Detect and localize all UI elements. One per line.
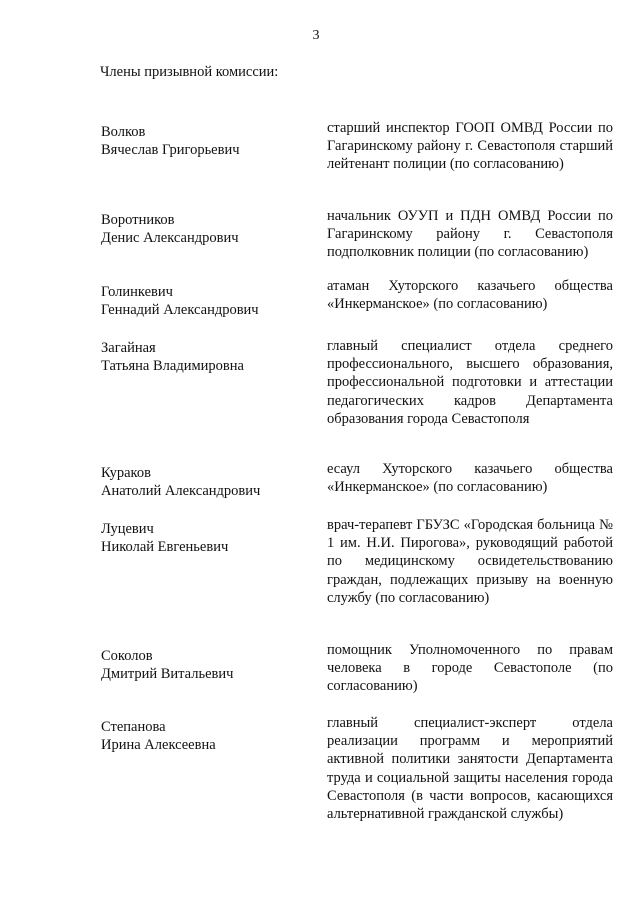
member-surname: Загайная [101,340,156,356]
member-given-names: Геннадий Александрович [101,302,259,318]
member-surname: Степанова [101,719,166,735]
member-given-names: Дмитрий Витальевич [101,666,234,682]
member-name [101,123,311,159]
member-role: есаул Хуторского казачьего общества «Инкерманское» (по согласованию) [327,461,613,496]
member-role: помощник Уполномоченного по правам человека в городе Севастополе (по согласованию) [327,642,613,695]
member-role: начальник ОУУП и ПДН ОМВД России по Гагаринскому району г. Севастополя подполковник полиции (по согласованию) [327,208,613,261]
member-name [101,283,311,319]
member-name [101,718,311,754]
member-role: старший инспектор ГООП ОМВД России по Гагаринскому району г. Севастополя старший лейтенант полиции (по согласованию) [327,120,613,173]
member-surname: Волков [101,124,146,140]
member-surname: Кураков [101,465,151,481]
member-surname: Голинкевич [101,284,173,300]
member-role: врач-терапевт ГБУЗС «Городская больница № 1 им. Н.И. Пирогова», руководящий работой по медицинскому освидетельствованию граждан, подлежащих призыву на военную службу (по согласованию) [327,517,613,606]
member-role: главный специалист-эксперт отдела реализации программ и мероприятий активной политики занятости Департамента труда и социальной защиты населения города Севастополя (в части вопросов, касающихся альтернативной гражданской службы) [327,715,613,823]
member-role: атаман Хуторского казачьего общества «Инкерманское» (по согласованию) [327,278,613,313]
member-given-names: Денис Александрович [101,230,239,246]
section-heading: Члены призывной комиссии: [100,64,279,80]
member-name [101,520,311,556]
member-surname: Луцевич [101,521,154,537]
member-name [101,464,311,500]
member-name [101,339,311,375]
member-given-names: Ирина Алексеевна [101,737,216,753]
page-number: 3 [312,28,320,43]
member-given-names: Николай Евгеньевич [101,539,229,555]
member-given-names: Вячеслав Григорьевич [101,142,240,158]
member-surname: Соколов [101,648,153,664]
member-given-names: Анатолий Александрович [101,483,261,499]
member-name [101,647,311,683]
member-surname: Воротников [101,212,175,228]
member-name [101,211,311,247]
member-role: главный специалист отдела среднего профессионального, высшего образования, профессиональной подготовки и аттестации педагогических кадров Департамента образования города Севастополя [327,338,613,427]
member-given-names: Татьяна Владимировна [101,358,244,374]
